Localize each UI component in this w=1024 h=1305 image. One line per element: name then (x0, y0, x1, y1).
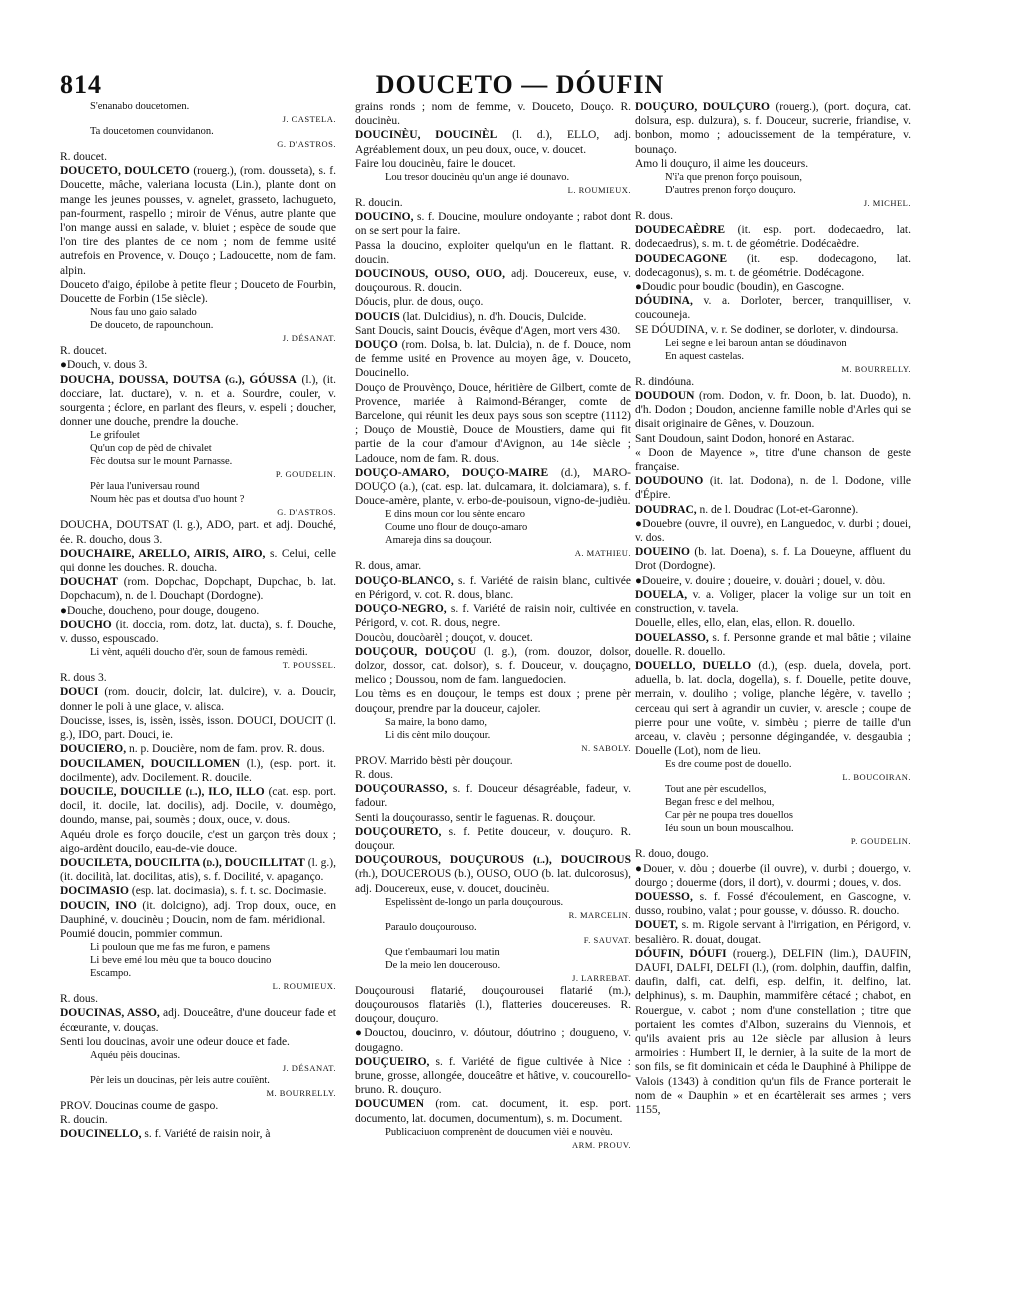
running-head: DOUCETO — DÓUFIN (375, 70, 665, 99)
column-2 (355, 100, 631, 1280)
entry-definition: s. f. Fossé d'écoulement, en Gascogne, v. dusso, roubino, valat ; pour gousse, v. dóusso. R. doucho. (635, 890, 911, 918)
entry-definition: (l. g.), (rom. douzor, dolsor, dolzor, dossor, cat. dolsor), s. f. Douceur, v. douçagno, melico ; Doussou, nom de fam. languedocien. (355, 645, 631, 687)
entry-headword: DOUDECAGONE (635, 252, 728, 265)
entry-definition: s. m. Rigole servant à l'irrigation, en Périgord, v. besalièro. R. douat, dougat. (635, 919, 911, 946)
entry-text: SE DÓUDINA, v. r. Se dodiner, se dorloter, v. dindoursa. (635, 323, 899, 336)
entry-text: PROV. Marrido bèsti pèr douçour. (355, 754, 513, 767)
entry-headword: DOUÇO (355, 339, 398, 352)
verse-quote: Es dre coume post de douello. (665, 759, 792, 771)
verse-quote: Li pouloun que me fas me furon, e pamens (90, 942, 270, 954)
entry-headword: DOUCINOUS, OUSO, OUO, (355, 268, 505, 281)
entry-headword: DOUÇOUR, DOUÇOU (355, 645, 477, 658)
dictionary-entry (635, 223, 911, 251)
entry-text: Amo li douçuro, il aime les douceurs. (635, 157, 809, 170)
entry-definition: (lat. Dulcidius), n. d'h. Doucis, Dulcide. (399, 310, 587, 323)
verse-quote: Aquéu pèis doucinas. (90, 1049, 181, 1061)
entry-definition: s. f. Variété de raisin noir, à (141, 1128, 271, 1141)
entry-headword: DOUCHA, DOUSSA, DOUTSA (g.), GÓUSSA (60, 373, 297, 386)
entry-headword: DOUÇO-AMARO, DOUÇO-MAIRE (355, 466, 549, 479)
entry-headword: DOUCINAS, ASSO, (60, 1007, 160, 1020)
dictionary-entry (355, 782, 631, 810)
entry-headword: DOUCINELLO, (60, 1128, 142, 1141)
entry-headword: DOUCETO, DOULCETO (60, 165, 190, 178)
quote-attribution: F. SAUVAT. (583, 934, 631, 945)
dictionary-entry (635, 503, 911, 517)
entry-text: R. dous. (635, 210, 674, 223)
dictionary-entry (60, 856, 336, 884)
quote-attribution: T. POUSSEL. (282, 660, 336, 671)
entry-definition: (l. d.), ELLO, adj. Agréablement doux, un peu doux, ouce, v. doucet. (355, 129, 631, 156)
verse-quote: E dins moun cor lou sènte encaro (385, 509, 525, 521)
entry-definition: adj. Douceâtre, d'une douceur fade et écœurante, v. douças. (60, 1007, 336, 1034)
entry-headword: DOUÇO-BLANCO, (355, 574, 454, 587)
verse-quote: Iéu soun un boun mouscalhou. (665, 823, 794, 835)
dictionary-entry (635, 659, 911, 758)
entry-headword: DOUDECAÈDRE (635, 224, 726, 237)
entry-headword: DOUDRAC, (635, 503, 697, 516)
entry-headword: DOUCHAT (60, 576, 118, 589)
entry-text: Faire lou doucinèu, faire le doucet. (355, 157, 516, 170)
dictionary-entry (355, 210, 631, 238)
entry-definition: (it. doccia, rom. dotz, lat. ducta), s. f. Douche, v. dusso, espouscado. (60, 618, 336, 646)
verse-quote: Publicaciuon comprenènt de doucumen vièi e nouvèu. (385, 1126, 613, 1138)
quote-attribution: M. BOURRELLY. (841, 363, 911, 374)
entry-headword: DOUÇOURETO, (355, 825, 442, 838)
dictionary-entry (60, 899, 336, 927)
verse-quote: D'autres prenon forço douçuro. (665, 185, 796, 197)
entry-headword: DOUELLO, DUELLO (635, 659, 752, 672)
dictionary-entry (60, 1127, 336, 1141)
dictionary-entry (635, 588, 911, 616)
entry-headword: DOUCINÈU, DOUCINÈL (355, 129, 498, 142)
entry-definition: s. f. Variété de raisin noir, cultivée en Périgord, v. cot. R. dous, negre. (355, 603, 631, 630)
dictionary-entry (355, 338, 631, 381)
verse-quote: Le grifoulet (90, 430, 140, 442)
entry-headword: DOUÇOURASSO, (355, 783, 448, 796)
entry-headword: DOUCIS (355, 310, 400, 323)
quote-attribution: G. D'ASTROS. (277, 507, 336, 518)
entry-text: DOUCHA, DOUTSAT (l. g.), ADO, part. et adj. Douché, ée. R. doucho, dous 3. (60, 519, 336, 546)
entry-text: R. dous. (60, 993, 99, 1006)
page-number: 814 (60, 70, 102, 99)
entry-text: Aquéu drole es forço doucile, c'est un garçon très doux ; aigo-ardènt doucilo, eau-de-vie douce. (60, 828, 336, 855)
dictionary-entry (635, 389, 911, 432)
verse-quote: Car pèr ne poupa tres douellos (665, 810, 794, 822)
entry-headword: DOUÇOUROUS, DOUÇUROUS (l.), DOUCIROUS (355, 854, 631, 867)
dictionary-entry (635, 947, 911, 1117)
entry-headword: DOUDOUN (635, 390, 695, 403)
entry-headword: DOUESSO, (635, 890, 693, 903)
entry-headword: DOUCHO (60, 618, 112, 631)
verse-quote: N'i'a que prenon forço pouisoun, (665, 172, 803, 184)
entry-definition: v. a. Dorloter, bercer, tranquilliser, v. coucouneja. (635, 295, 911, 322)
entry-headword: DOUÇURO, DOULÇURO (635, 101, 770, 113)
entry-text: ●Douctou, doucinro, v. dóutour, dóutrino ; dougueno, v. dougagno. (355, 1027, 631, 1054)
verse-quote: Pèr laua l'universau round (90, 481, 200, 493)
entry-definition: (cat. esp. port. docil, it. docile, lat. docilis), adj. Docile, v. doumègo, doundo, manse, pai, soumès ; doux, ouce, v. dous. (60, 785, 336, 827)
entry-text: ●Douche, doucheno, pour douge, dougeno. (60, 604, 260, 617)
quote-attribution: J. DÉSANAT. (282, 1062, 336, 1073)
dictionary-entry (635, 918, 911, 946)
verse-quote: Lou tresor doucinèu qu'un ange ié dounavo. (385, 172, 570, 184)
entry-definition: s. f. Douceur désagréable, fadeur, v. fadour. (355, 783, 631, 810)
entry-headword: DOUELASSO, (635, 631, 709, 644)
entry-definition: (it. lat. Dodona), n. de l. Dodone, ville d'Épire. (635, 475, 911, 502)
dictionary-entry (355, 602, 631, 630)
entry-text: ●Douch, v. dous 3. (60, 359, 148, 372)
entry-headword: DOUCIERO, (60, 743, 127, 756)
dictionary-entry (635, 890, 911, 918)
entry-definition: (rom. cat. document, it. esp. port. documento, lat. documen, documentum), s. m. Document. (355, 1098, 631, 1125)
entry-text: R. doucin. (355, 197, 403, 210)
dictionary-entry (355, 466, 631, 509)
quote-attribution: A. MATHIEU. (574, 548, 631, 559)
entry-definition: (l. g.), (it. docilità, lat. docilitas, atis), s. f. Docilité, v. apaganço. (60, 856, 336, 884)
column-3 (635, 100, 911, 1280)
verse-quote: Amareja dins sa douçour. (385, 535, 492, 547)
dictionary-entry (355, 853, 631, 896)
entry-definition: s. f. Variété de figue cultivée à Nice : brune, grosse, allongée, douceâtre et hâtive, v. coucourello-bruno. R. douçuro. (355, 1055, 631, 1097)
quote-attribution: ARM. PROUV. (572, 1139, 631, 1150)
entry-text: ●Douebre (ouvre, il ouvre), en Languedoc, v. durbi ; douei, v. dos. (635, 517, 911, 545)
entry-text: Douceto d'aigo, épilobe à petite fleur ; Douceto de Fourbin, Doucette de Forbin (15e siècle). (60, 278, 336, 306)
entry-definition: (l.), (it. docciare, lat. ductare), v. n. et a. Sourdre, couler, v. sourgenta ; éclore, en parlant des fleurs, v. espeli ; doucher, donner une douche, prendre la douche. (60, 373, 336, 429)
entry-text: Senti lou doucinas, avoir une odeur douce et fade. (60, 1035, 290, 1048)
dictionary-entry (355, 1097, 631, 1125)
entry-headword: DOUCILAMEN, DOUCILLOMEN (60, 757, 241, 770)
entry-headword: DOUELA, (635, 588, 688, 601)
entry-text: R. doucin. (60, 1114, 108, 1127)
entry-text: grains ronds ; nom de femme, v. Douceto, Douço. R. doucinèu. (355, 101, 631, 128)
quote-attribution: J. CASTELA. (282, 114, 336, 124)
verse-quote: Tout ane pèr escudellos, (665, 784, 767, 796)
quote-attribution: L. ROUMIEUX. (567, 185, 631, 196)
entry-text: R. douo, dougo. (635, 848, 709, 861)
dictionary-entry (60, 575, 336, 603)
entry-headword: DOUÇO-NEGRO, (355, 603, 447, 616)
verse-quote: Fèc doutsa sur le mount Parnasse. (90, 456, 233, 468)
entry-headword: DOUET, (635, 919, 678, 932)
verse-quote: Nous fau uno gaio salado (90, 307, 197, 319)
dictionary-entry (635, 294, 911, 322)
dictionary-entry (60, 164, 336, 278)
entry-headword: DOUCILETA, DOUCILITA (d.), DOUCILLITAT (60, 856, 305, 869)
entry-headword: DOUCINO, (355, 211, 414, 224)
dictionary-entry (60, 1006, 336, 1034)
dictionary-entry (635, 474, 911, 502)
entry-text: R. doucet. (60, 345, 107, 358)
entry-definition: s. f. Doucine, moulure ondoyante ; rabot dont on se sert pour la faire. (355, 211, 631, 238)
entry-text: Douelle, elles, ello, elan, elas, ellon. R. douello. (635, 617, 856, 630)
verse-quote: Noum hèc pas et doutsa d'uo hount ? (90, 494, 245, 506)
dictionary-entry (60, 785, 336, 828)
dictionary-entry (635, 545, 911, 573)
entry-text: R. dous, amar. (355, 560, 422, 573)
entry-text: ●Doudic pour boudic (boudin), en Gascogne. (635, 281, 845, 294)
entry-text: Senti la douçourasso, sentir le faguenas. R. douçour. (355, 811, 596, 824)
entry-text: Doucòu, doucòarèl ; douçot, v. doucet. (355, 631, 533, 644)
dictionary-entry (60, 742, 336, 756)
quote-attribution: L. BOUCOIRAN. (842, 772, 911, 783)
verse-quote: De douceto, de rapounchoun. (90, 320, 214, 332)
verse-quote: Paraulo douçourouso. (385, 921, 477, 933)
entry-definition: n. de l. Doudrac (Lot-et-Garonne). (696, 503, 859, 516)
quote-attribution: L. ROUMIEUX. (272, 981, 336, 992)
quote-attribution: J. MICHEL. (863, 198, 911, 209)
entry-definition: adj. Doucereux, euse, v. douçourous. R. doucin. (355, 268, 631, 295)
entry-definition: s. f. Petite douceur, v. douçuro. R. douçour. (355, 825, 631, 852)
entry-definition: (rom. Dodon, v. fr. Doon, b. lat. Duodo), n. d'h. Dodon ; Doudon, ancienne famille noble d'Arles qui se disait originaire de Gênes, v. Douzoun. (635, 390, 911, 431)
entry-definition: (rouerg.), DELFIN (lim.), DAUFIN, DAUFI, DALFI, DELFI (l.), (rom. dolphin, dauffin, dalfin, daufin, dalfi, cat. delfi, esp. delfin, it. delfino, lat. delphinus), s. m. Dauphin, mammifère cétacé ; chabot, en Rouergue, v. cabot ; nom d'une constellation ; titre que portaient les comtes d'Albon, suzerains du Viennois, et qu'ils avaient pris au 12e siècle par allusion à leurs armoiries : Humbert II, le dernier, à la suite de la mort de son fils, se fit dominicain et céda le Dauphiné à Philippe de Valois (1343) à condition qu'un fils de France porterait le nom de « Dauphin » et en écartèlerait ses armes ; vers 1155, (635, 947, 911, 1116)
quote-attribution: J. DÉSANAT. (282, 333, 336, 344)
entry-headword: DOUÇUEIRO, (355, 1055, 430, 1068)
entry-text: R. doucet. (60, 151, 107, 163)
verse-quote: S'enanabo doucetomen. (90, 101, 190, 112)
entry-headword: DÓUDINA, (635, 295, 693, 308)
entry-headword: DOUEINO (635, 546, 690, 559)
verse-quote: Espelissènt de-longo un parla douçourous. (385, 896, 564, 908)
entry-text: R. dous. (355, 768, 394, 781)
entry-definition: (l.), (esp. port. it. docilmente), adv. Docilement. R. doucile. (60, 757, 336, 784)
verse-quote: Li vènt, aquéli doucho d'èr, soun de famous remèdi. (90, 647, 308, 659)
entry-text: « Doon de Mayence », titre d'une chanson de geste française. (635, 446, 911, 474)
entry-definition: (it. esp. port. dodecaedro, lat. dodecaedrus), s. m. t. de géométrie. Dodécaèdre. (635, 224, 911, 251)
entry-definition: n. p. Doucière, nom de fam. prov. R. dous. (126, 743, 325, 756)
entry-text: R. dindóuna. (635, 375, 695, 388)
dictionary-entry (60, 547, 336, 575)
entry-text: Passa la doucino, exploiter quelqu'un en le flattant. R. doucin. (355, 239, 631, 266)
entry-text: Sant Doudoun, saint Dodon, honoré en Astarac. (635, 432, 855, 445)
entry-definition: (rom. Dopchac, Dopchapt, Dupchac, b. lat. Dopchacum), n. de l. Douchapt (Dordogne). (60, 576, 336, 603)
verse-quote: En aquest castelas. (665, 350, 745, 362)
entry-text: Doucisse, isses, is, issèn, issès, isson. DOUCI, DOUCIT (l. g.), IDO, part. Douci, ie. (60, 714, 336, 742)
dictionary-entry (355, 574, 631, 602)
quote-attribution: P. GOUDELIN. (275, 469, 336, 480)
entry-definition: (it. dolcigno), adj. Trop doux, ouce, en Dauphiné, v. doucinèu ; Doucin, nom de fam. méridional. (60, 899, 336, 926)
entry-definition: v. a. Voliger, placer la volige sur un toit en construction, v. tavela. (635, 588, 911, 616)
entry-text: ●Doueire, v. douire ; doueire, v. douàri ; douel, v. dòu. (635, 574, 886, 587)
dictionary-entry (635, 631, 911, 659)
verse-quote: Escampo. (90, 968, 132, 980)
entry-definition: (rh.), DOUCEROUS (b.), OUSO, OUO (b. lat. dulcorosus), adj. Doucereux, euse, v. doucet, doucinèu. (355, 868, 631, 895)
verse-quote: Li beve emé lou mèu que ta bouco doucino (90, 955, 272, 967)
verse-quote: Pèr leis un doucinas, pèr leis autre couïènt. (90, 1074, 270, 1086)
dictionary-entry (355, 128, 631, 156)
entry-headword: DOCIMASIO (60, 885, 130, 898)
entry-definition: (rouerg.), (port. doçura, cat. dolsura, esp. dulzura), s. f. Douceur, sucrerie, friandise, v. bonbon, momo ; adoucissement de la température, v. bounaço. (635, 101, 911, 156)
entry-text: Sant Doucis, saint Doucis, évêque d'Agen, mort vers 430. (355, 324, 621, 337)
verse-quote: Lei segne e lei baroun antan se dóudinavon (665, 337, 847, 349)
dictionary-entry (635, 252, 911, 280)
dictionary-entry (355, 645, 631, 688)
quote-attribution: M. BOURRELLY. (266, 1087, 336, 1098)
verse-quote: Que t'embaumari lou matin (385, 946, 500, 958)
entry-text: Poumié doucin, pommier commun. (60, 927, 223, 940)
quote-attribution: P. GOUDELIN. (850, 836, 911, 847)
entry-headword: DOUCI (60, 686, 99, 699)
verse-quote: Coume uno flour de douço-amaro (385, 522, 528, 534)
verse-quote: Qu'un cop de pèd de chivalet (90, 443, 212, 455)
entry-definition: (d.), (esp. duela, dovela, port. aduella, b. lat. docla, dogella), s. f. Douelle, petite douve, merrain, v. douliho ; volige, planche légère, v. tavello ; cerceau qui sert à agrandir un cuvier, v. arescle ; coupe de pierre pour une voûte, v. simbèu ; pierre de taille d'un arceau, v. clavèu ; personne dégingandée, v. desgaubia ; Douelle (Lot), nom de lieu. (635, 659, 911, 758)
quote-attribution: G. D'ASTROS. (277, 139, 336, 149)
dictionary-entry (60, 884, 336, 898)
column-1 (60, 100, 336, 1280)
dictionary-entry (355, 310, 631, 324)
dictionary-entry (60, 685, 336, 713)
entry-definition: s. f. Personne grande et mal bâtie ; vilaine douelle. R. douello. (635, 631, 911, 658)
entry-text: Douço de Prouvènço, Douce, héritière de Gilbert, comte de Provence, mariée à Raimond-Béranger, comte de Barcelone, qui réunit les deux pays sous son sceptre (1112) ; Douço de Moustiè, Douce de Moustiers, dame qui fit partie de la cour d'amour d'Avignon, au 14e siècle ; Ladouce, nom de fam. R. dous. (355, 381, 631, 465)
entry-headword: DOUDOUNO (635, 475, 704, 488)
entry-headword: DOUCHAIRE, ARELLO, AIRIS, AIRO, (60, 547, 266, 560)
entry-text: Douçourousi flatarié, douçourousei flatarié (m.), douçourousos flatariès (l.), flatteries doucereuses. R. douçour, douçuro. (355, 984, 631, 1026)
verse-quote: De la meio len doucerouso. (385, 959, 501, 971)
entry-definition: (rouerg.), (rom. dousseta), s. f. Doucette, mâche, valeriana locusta (Lin.), plante dont on mange les jeunes pousses, v. agnelet, grasseto, lachugueto, pan-fourment, raspello ; miroir de Vénus, autre plante que l'on mange aussi en salade, v. bluiet ; espèce de soude que l'on tire des plantes de ce nom ; nom de femme usité autrefois en Provence, v. Douço ; Ladoucette, nom de fam. alpin. (60, 165, 336, 277)
entry-definition: (esp. lat. docimasia), s. f. t. sc. Docimasie. (129, 885, 327, 898)
quote-attribution: J. LARREBAT. (572, 972, 631, 983)
verse-quote: Sa maire, la bono damo, (385, 716, 488, 728)
entry-headword: DOUCIN, INO (60, 899, 137, 912)
dictionary-entry (355, 1055, 631, 1098)
dictionary-entry (635, 100, 911, 157)
entry-definition: s. f. Variété de raisin blanc, cultivée en Périgord, v. cot. R. dous, blanc. (355, 574, 631, 601)
quote-attribution: R. MARCELIN. (568, 909, 631, 920)
entry-text: Dóucis, plur. de dous, ouço. (355, 296, 484, 309)
entry-headword: DOUCUMEN (355, 1098, 424, 1111)
dictionary-entry (355, 267, 631, 295)
dictionary-entry (60, 757, 336, 785)
dictionary-entry (60, 618, 336, 646)
verse-quote: Ta doucetomen counvidanon. (90, 126, 214, 137)
entry-text: R. dous 3. (60, 672, 107, 685)
entry-definition: (b. lat. Doena), s. f. La Doueyne, affluent du Drot (Dordogne). (635, 546, 911, 573)
verse-quote: Began fresc e del melhou, (665, 797, 775, 809)
entry-definition: s. Celui, celle qui donne les douches. R. doucha. (60, 547, 336, 575)
entry-headword: DÓUFIN, DÓUFI (635, 947, 727, 960)
entry-text: ●Douer, v. dòu ; douerbe (il ouvre), v. durbi ; douergo, v. dourgo ; douerme (dors, il dort), v. dourmi ; doues, v. dos. (635, 862, 911, 889)
entry-headword: DOUCILE, DOUCILLE (l.), ILO, ILLO (60, 785, 265, 798)
verse-quote: Li dis cènt milo douçour. (385, 729, 491, 741)
entry-definition: (d.), MARO-DOUÇO (a.), (cat. esp. lat. dulcamara, it. dolciamara), s. f. Douce-amère, plante, v. erbo-de-pouisoun, vigno-de-judièu. (355, 466, 631, 508)
quote-attribution: N. SABOLY. (581, 742, 631, 753)
entry-definition: (rom. doucir, dolcir, lat. dulcire), v. a. Doucir, donner le poli à une glace, v. alisca. (60, 686, 336, 713)
entry-text: Lou tèms es en douçour, le temps est doux ; prene pèr douçour, prendre par la douceur, cajoler. (355, 688, 631, 715)
dictionary-entry (60, 373, 336, 430)
entry-definition: (rom. Dolsa, b. lat. Dulcia), n. de f. Douce, nom de femme usité en Provence au moyen âge, v. Douceto, Doucinello. (355, 339, 631, 380)
dictionary-entry (355, 825, 631, 853)
entry-text: PROV. Doucinas coume de gaspo. (60, 1099, 219, 1112)
entry-definition: (it. esp. dodecagono, lat. dodecagonus), s. m. t. de géométrie. Dodécagone. (635, 252, 911, 279)
